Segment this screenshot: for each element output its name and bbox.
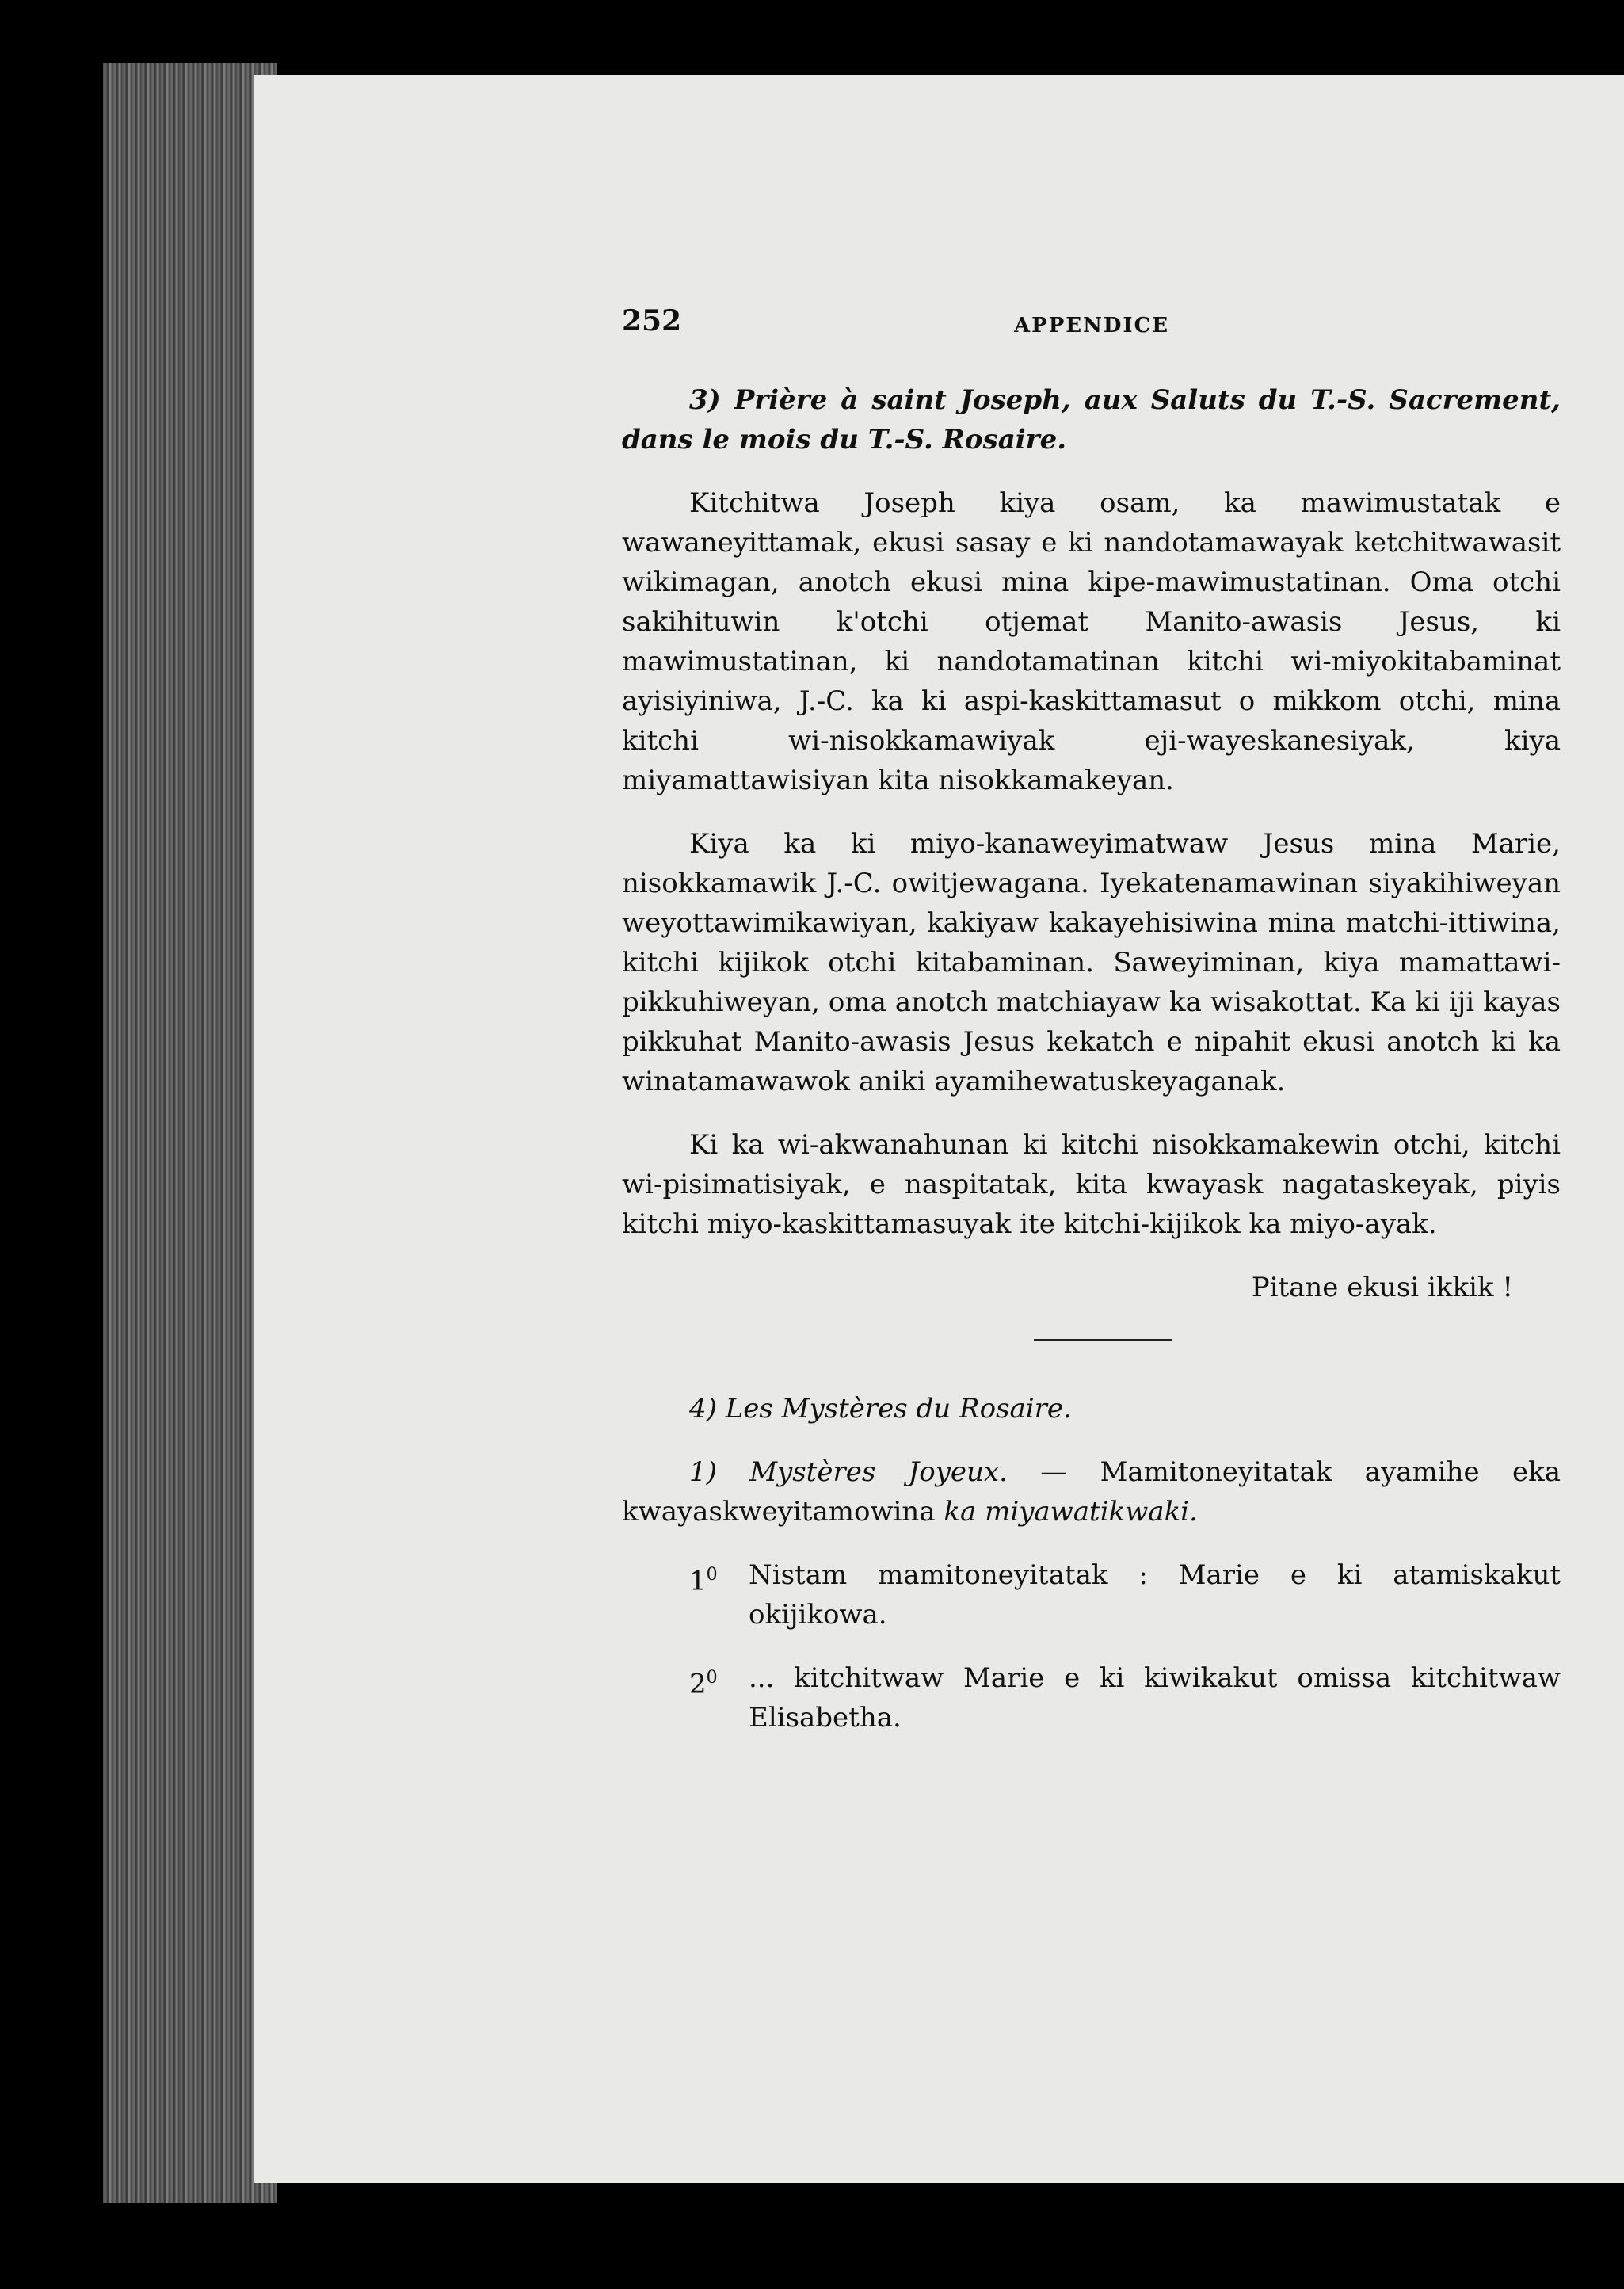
joyful-mysteries-intro	[622, 1452, 1561, 1532]
mystery-item-2-text: ... kitchitwaw Marie e ki kiwikakut omissa kitchitwaw Elisabetha.	[749, 1662, 1561, 1734]
mystery-item-2-num: 2	[689, 1668, 707, 1700]
mystery-item-1-sup: 0	[706, 1565, 718, 1585]
section-4-heading: 4) Les Mystères du Rosaire.	[689, 1393, 1072, 1425]
mystery-item-1	[622, 1555, 1561, 1635]
page-number: 252	[622, 304, 682, 338]
mystery-item-1-text: Nistam mamitoneyitatak : Marie e ki atamiskakut okijikowa.	[749, 1559, 1561, 1631]
joyful-mysteries-text: — Mamitoneyitatak ayamihe eka kwayaskweyitamowina	[622, 1456, 1561, 1528]
joyful-mysteries-italic: ka miyawatikwaki.	[944, 1496, 1198, 1528]
section-3-paragraph-1: Kitchitwa Joseph kiya osam, ka mawimustatak e wawaneyittamak, ekusi sasay e ki nandotamawayak ketchitwawasit wikimagan, anotch ekusi mina kipe-mawimustatinan. Oma otchi sakihituwin k'otchi otjemat Manito-awasis Jesus, ki mawimustatinan, ki nandotamatinan kitchi wi-miyokitabaminat ayisiyiniwa, J.-C. ka ki aspi-kaskittamasut o mikkom otchi, mina kitchi wi-nisokkamawiyak eji-wayeskanesiyak, kiya miyamattawisiyan kita nisokkamakeyan.	[622, 487, 1561, 796]
running-head	[622, 301, 1561, 349]
joyful-mysteries-label: 1) Mystères Joyeux.	[689, 1456, 1008, 1488]
mystery-item-1-num: 1	[689, 1565, 707, 1597]
mystery-item-2-number	[689, 1658, 718, 1703]
book-page-edges	[103, 63, 277, 2203]
section-3-paragraph-3: Ki ka wi-akwanahunan ki kitchi nisokkamakewin otchi, kitchi wi-pisimatisiyak, e naspitatak, kita kwayask nagataskeyak, piyis kitchi miyo-kaskittamasuyak ite kitchi-kijikok ka miyo-ayak.	[622, 1129, 1561, 1240]
section-divider	[1034, 1339, 1172, 1341]
page-content	[622, 301, 1561, 1761]
section-3-heading: 3) Prière à saint Joseph, aux Saluts du T.-S. Sacrement, dans le mois du T.-S. Rosaire.	[622, 384, 1561, 456]
mystery-item-2-sup: 0	[706, 1668, 718, 1688]
running-title: APPENDICE	[1014, 314, 1170, 338]
mystery-item-1-number	[689, 1555, 718, 1600]
mystery-item-2	[622, 1658, 1561, 1738]
section-3-paragraph-2: Kiya ka ki miyo-kanaweyimatwaw Jesus mina Marie, nisokkamawik J.-C. owitjewagana. Iyekatenamawinan siyakihiweyan weyottawimikawiyan, kakiyaw kakayehisiwina mina matchi-ittiwina, kitchi kijikok otchi kitabaminan. Saweyiminan, kiya mamattawi-pikkuhiweyan, oma anotch matchiayaw ka wisakottat. Ka ki iji kayas pikkuhat Manito-awasis Jesus kekatch e nipahit ekusi anotch ki ka winatamawawok aniki ayamihewatuskeyaganak.	[622, 828, 1561, 1097]
section-3-closing: Pitane ekusi ikkik !	[1251, 1272, 1513, 1303]
